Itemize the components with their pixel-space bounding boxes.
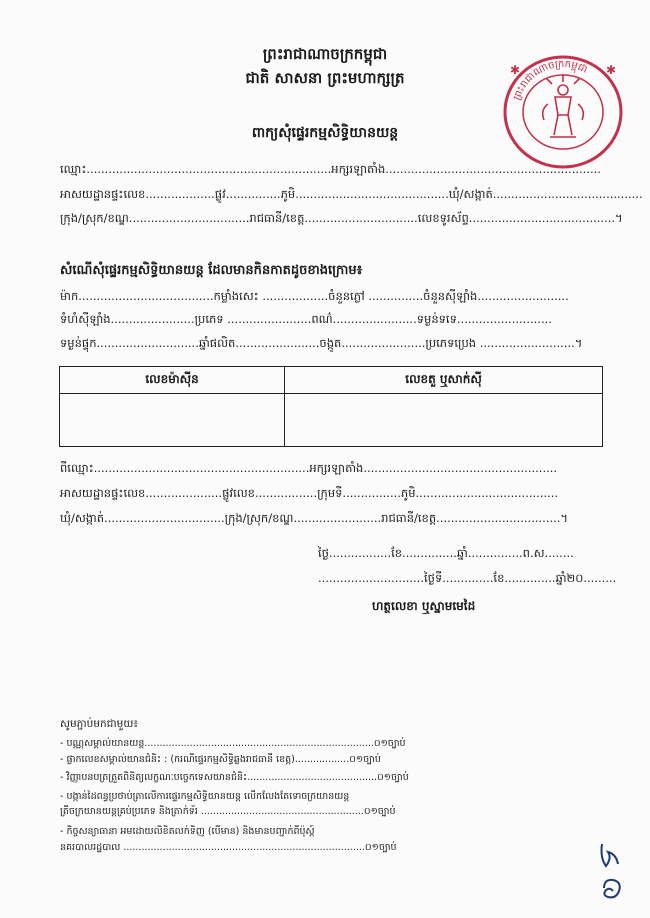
attachment-item: ត្រីចក្រយានយន្តគ្រប់ប្រភេទ និងត្រាក់ទ័រ ......................................................០១ច្បាប់: [60, 806, 396, 817]
seller-name-row: ពីឈ្មោះ...........................................................អក្សរឡាតាំង.....................................................: [60, 461, 558, 475]
attachment-item: - កិច្ចសន្យាធានា អមដោយលិខិតលក់ទិញ (បើមាន) និងមានបញ្ជាក់ពីប៉ុស្ត៍: [60, 826, 315, 837]
applicant-address-row: អាសយដ្ឋានផ្ទះលេខ...................ផ្លូវ...............ភូមិ..........................................ឃុំ/សង្កាត់.........................................: [60, 187, 643, 201]
attachments-title: សូមភ្ជាប់មកជាមួយ៖: [60, 718, 138, 730]
engine-number-header: លេខម៉ាស៊ីន: [60, 367, 285, 394]
attachment-item: - វិញ្ញាបនបត្រត្រួតពិនិត្យលក្ខណៈបច្ចេកទេសយានជំនិះ...........................................០១ច្បាប់: [60, 772, 409, 783]
solar-date: .............................ថ្ងៃទី..............ខែ..............ឆ្នាំ២០.........: [318, 571, 617, 585]
attachment-item: - ផ្លាកលេខសម្គាល់យានជំនិះ : (ករណីផ្ទេរកម្មសិទ្ធិឆ្លងរាជធានី ខេត្ត)..................០១ច្បាប់: [60, 754, 381, 765]
form-title: ពាក្យសុំផ្ទេរកម្មសិទ្ធិយានយន្ត: [251, 125, 399, 141]
attachment-item: នគរបាលរដ្ឋបាល ................................................................................០១ច្បាប់: [60, 842, 397, 853]
handwritten-circle-mark: [598, 876, 626, 902]
seller-address-row: អាសយដ្ឋានផ្ទះលេខ.....................ផ្លូវលេខ.................ក្រុមទី................ភូមិ.......................................: [60, 486, 559, 500]
vehicle-row-1: ម៉ាក.....................................កម្លាំងសេះ ..................ចំនួនភ្លៅ ...............ចំនួនស៊ីឡាំង.........................: [60, 289, 569, 303]
vehicle-row-2: ទំហំស៊ីឡាំង.......................ប្រភេទ .......................ពណ៌.......................ទម្ងន់ទទេ..........................: [60, 312, 552, 326]
kingdom-title: ព្រះរាជាណាចក្រកម្ពុជា: [262, 45, 388, 63]
attachment-item: - បង្កាន់ដៃពន្ធប្រថាប់ត្រាលើការផ្ទេរកម្មសិទ្ធិយានយន្ត លើកលែងតែទោចក្រយានយន្ត: [60, 791, 350, 802]
handwritten-initial-mark: [596, 840, 626, 872]
motto: ជាតិ សាសនា ព្រះមហាក្សត្រ: [245, 69, 405, 87]
chassis-number-cell[interactable]: [285, 394, 603, 447]
engine-number-cell[interactable]: [60, 394, 285, 447]
attachment-item: - បណ្ណសម្គាល់យានយន្ត............................................................................០១ច្បាប់: [60, 738, 406, 749]
chassis-number-header: លេខតួ ឬសាក់ស៊ី: [285, 367, 603, 394]
seal-text: ព្រះរាជាណាចក្រកម្ពុជា: [511, 58, 589, 102]
svg-text:✱: ✱: [510, 63, 521, 77]
applicant-district-row: ក្រុង/ស្រុក/ខណ្ឌ.................................រាជធានី/ខេត្ត...............................លេខទូរស័ព្ទ........................................។: [60, 211, 623, 225]
applicant-name-row: ឈ្មោះ...................................................................អក្សរឡាតាំង...........................................................: [60, 162, 601, 176]
official-seal-stamp: [500, 52, 626, 172]
vehicle-section-title: សំណើសុំផ្ទេរកម្មសិទ្ធិយានយន្ត ដែលមានកិនកាតដូចខាងក្រោម៖: [60, 263, 363, 278]
svg-text:✱: ✱: [606, 63, 617, 77]
lunar-date: ថ្ងៃ.................ខែ...............ឆ្នាំ...............ព.ស........: [318, 546, 574, 560]
vehicle-row-3: ទម្ងន់ផ្ទុក............................ឆ្នាំផលិត.......................ចង្កូត.......................ប្រភេទប្រេង ..........................។: [60, 336, 583, 350]
seller-district-row: ឃុំ/សង្កាត់.................................ក្រុង/ស្រុក/ខណ្ឌ........................រាជធានី/ខេត្ត..................................។: [60, 511, 569, 525]
engine-chassis-table: [59, 366, 603, 447]
signature-label: ហត្ថលេខា ឬស្នាមមេដៃ: [372, 599, 476, 613]
